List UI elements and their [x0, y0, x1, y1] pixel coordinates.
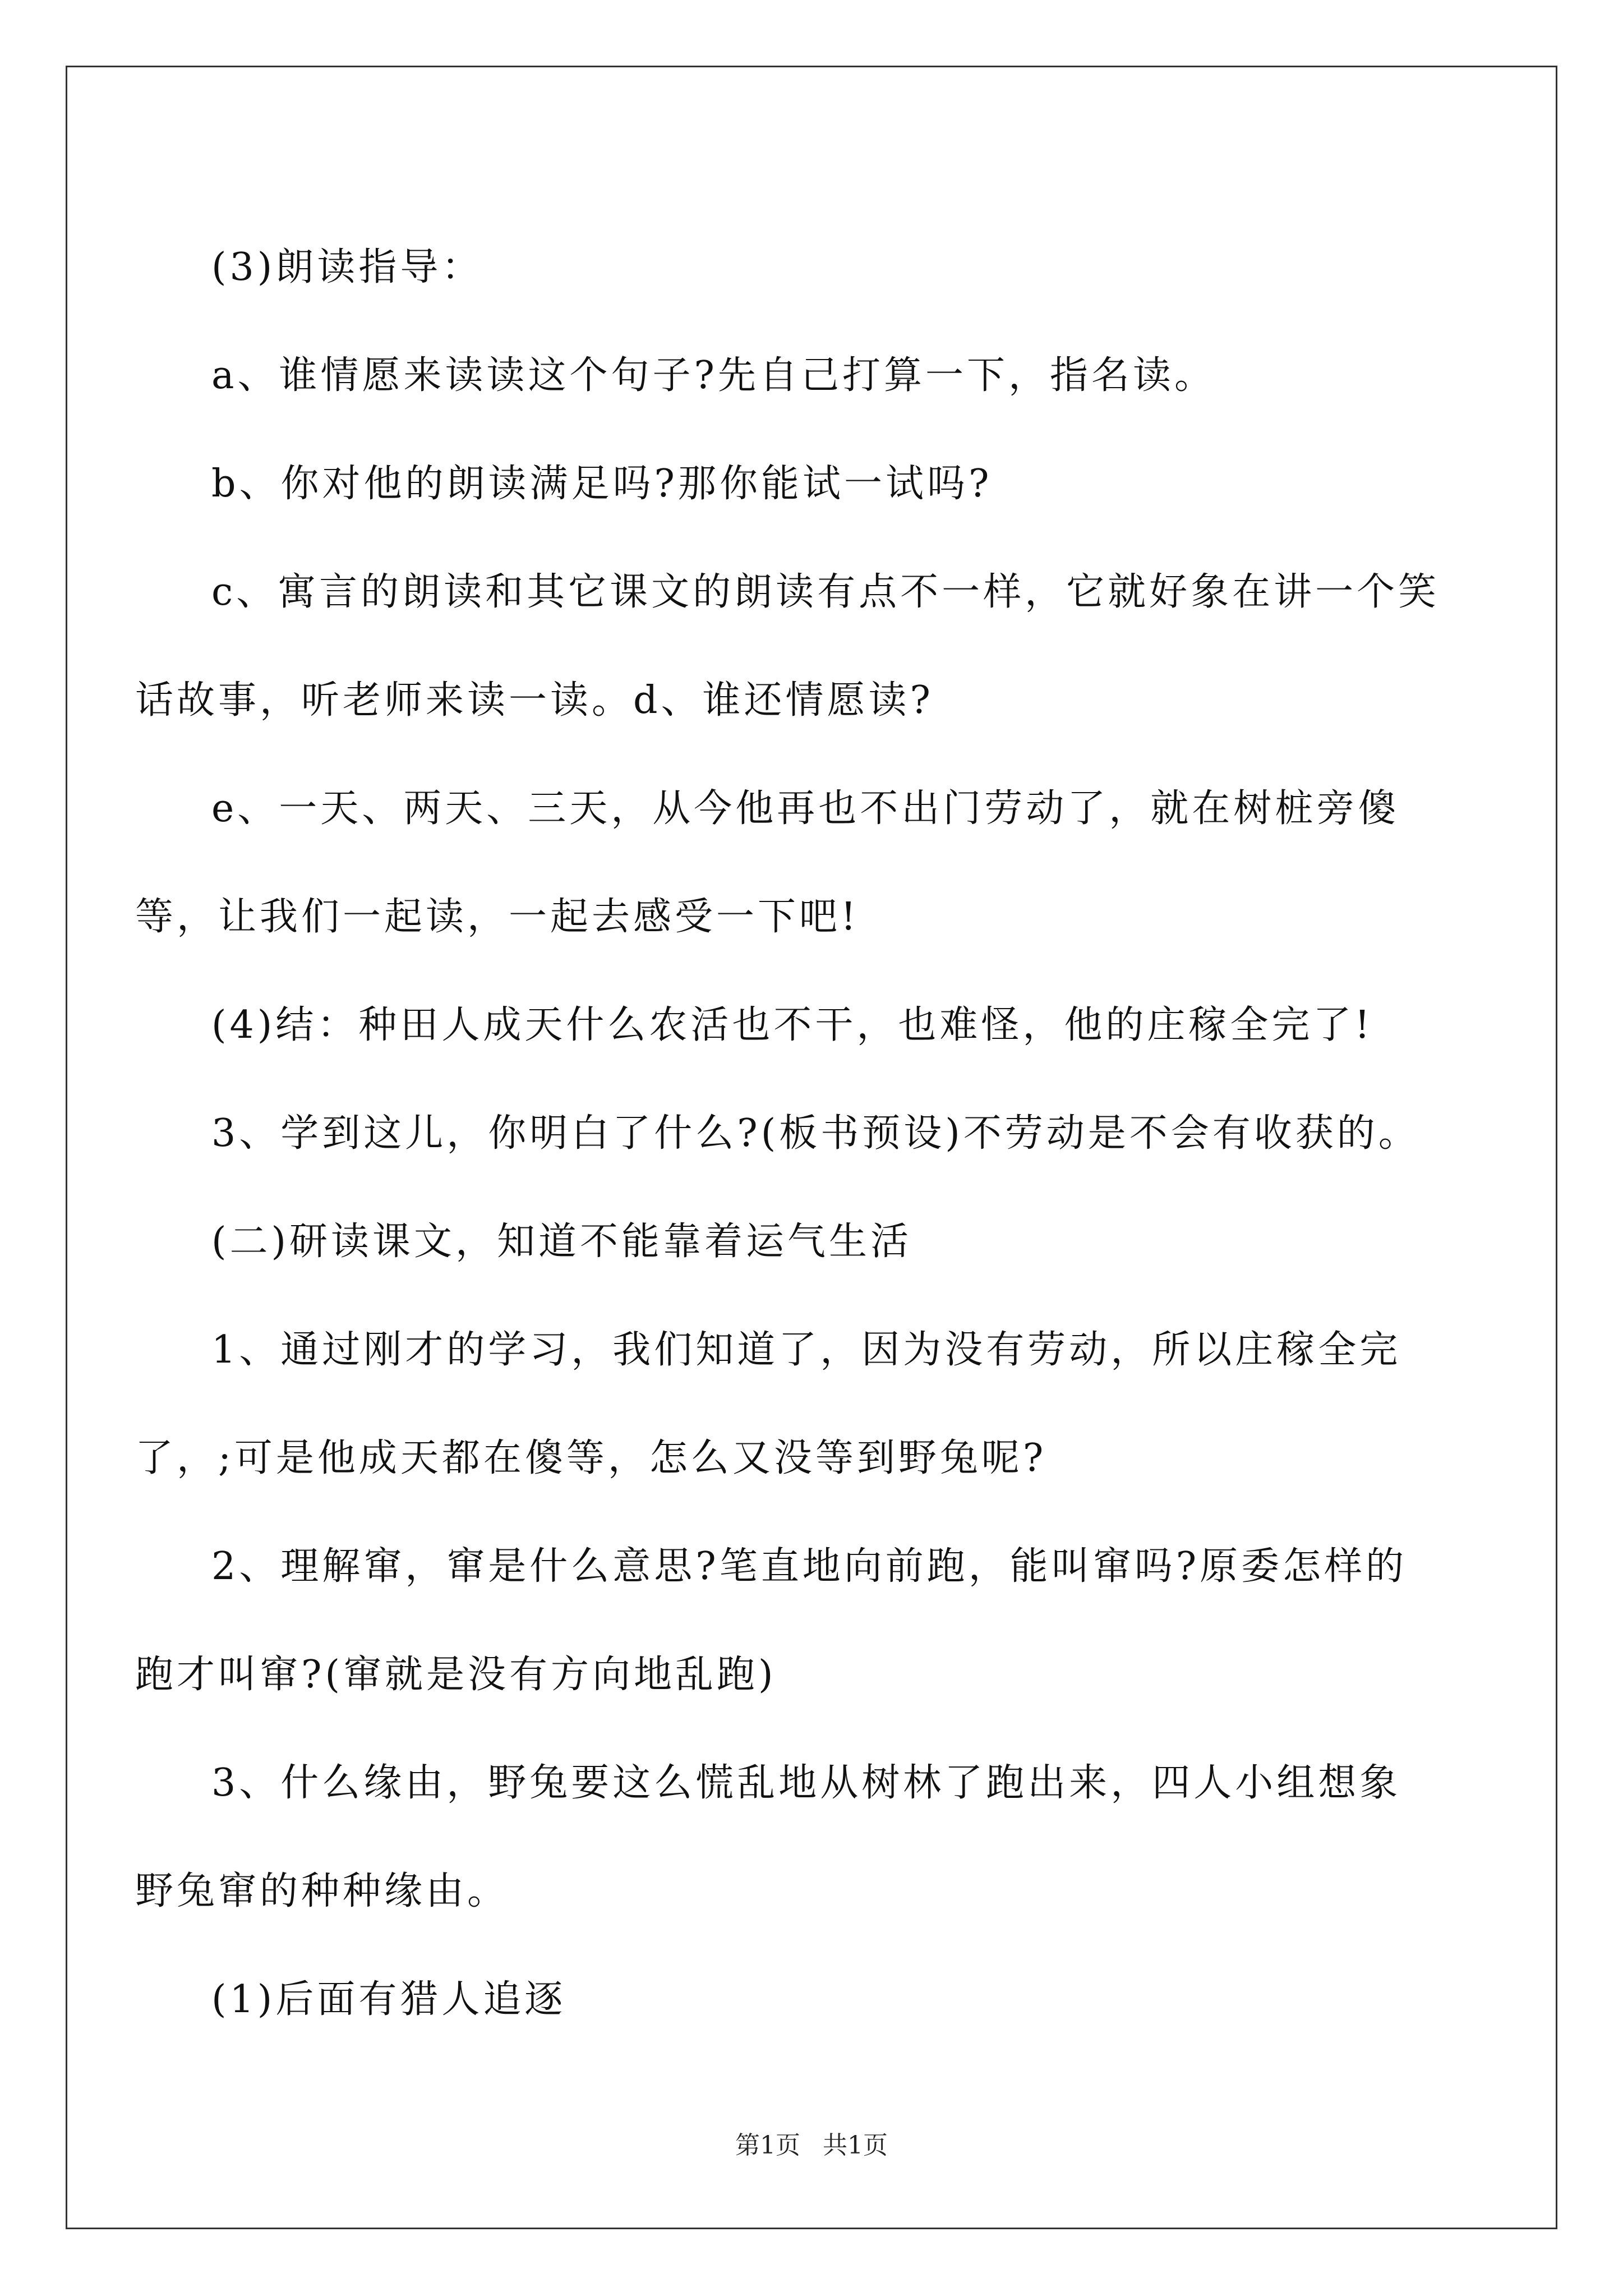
paragraph: 2、理解窜，窜是什么意思?笔直地向前跑，能叫窜吗?原委怎样的跑才叫窜?(窜就是没有方向地乱跑) — [135, 1544, 1408, 1697]
paragraph: 1、通过刚才的学习，我们知道了，因为没有劳动，所以庄稼全完了，;可是他成天都在傻等，怎么又没等到野兔呢? — [135, 1328, 1401, 1480]
paragraph: (二)研读课文，知道不能靠着运气生活 — [211, 1220, 912, 1264]
paragraph: (4)结：种田人成天什么农活也不干，也难怪，他的庄稼全完了! — [211, 1003, 1373, 1047]
document-body — [135, 213, 1442, 2054]
paragraph: a、谁情愿来读读这个句子?先自己打算一下，指名读。 — [211, 353, 1216, 398]
paragraph: 3、什么缘由，野兔要这么慌乱地从树林了跑出来，四人小组想象野兔窜的种种缘由。 — [135, 1761, 1401, 1913]
paragraph: c、寓言的朗读和其它课文的朗读有点不一样，它就好象在讲一个笑话故事，听老师来读一读。d、谁还情愿读? — [135, 570, 1440, 723]
page-number: 第1页 — [735, 2131, 800, 2160]
paragraph: 3、学到这儿，你明白了什么?(板书预设)不劳动是不会有收获的。 — [211, 1111, 1420, 1156]
paragraph: (3)朗读指导： — [211, 245, 483, 289]
paragraph: e、一天、两天、三天，从今他再也不出门劳动了，就在树桩旁傻等，让我们一起读，一起去感受一下吧! — [135, 786, 1400, 939]
paragraph: (1)后面有猎人追逐 — [211, 1977, 566, 2022]
page-footer — [0, 2129, 1623, 2162]
paragraph: b、你对他的朗读满足吗?那你能试一试吗? — [211, 462, 993, 506]
page-total: 共1页 — [823, 2131, 888, 2160]
